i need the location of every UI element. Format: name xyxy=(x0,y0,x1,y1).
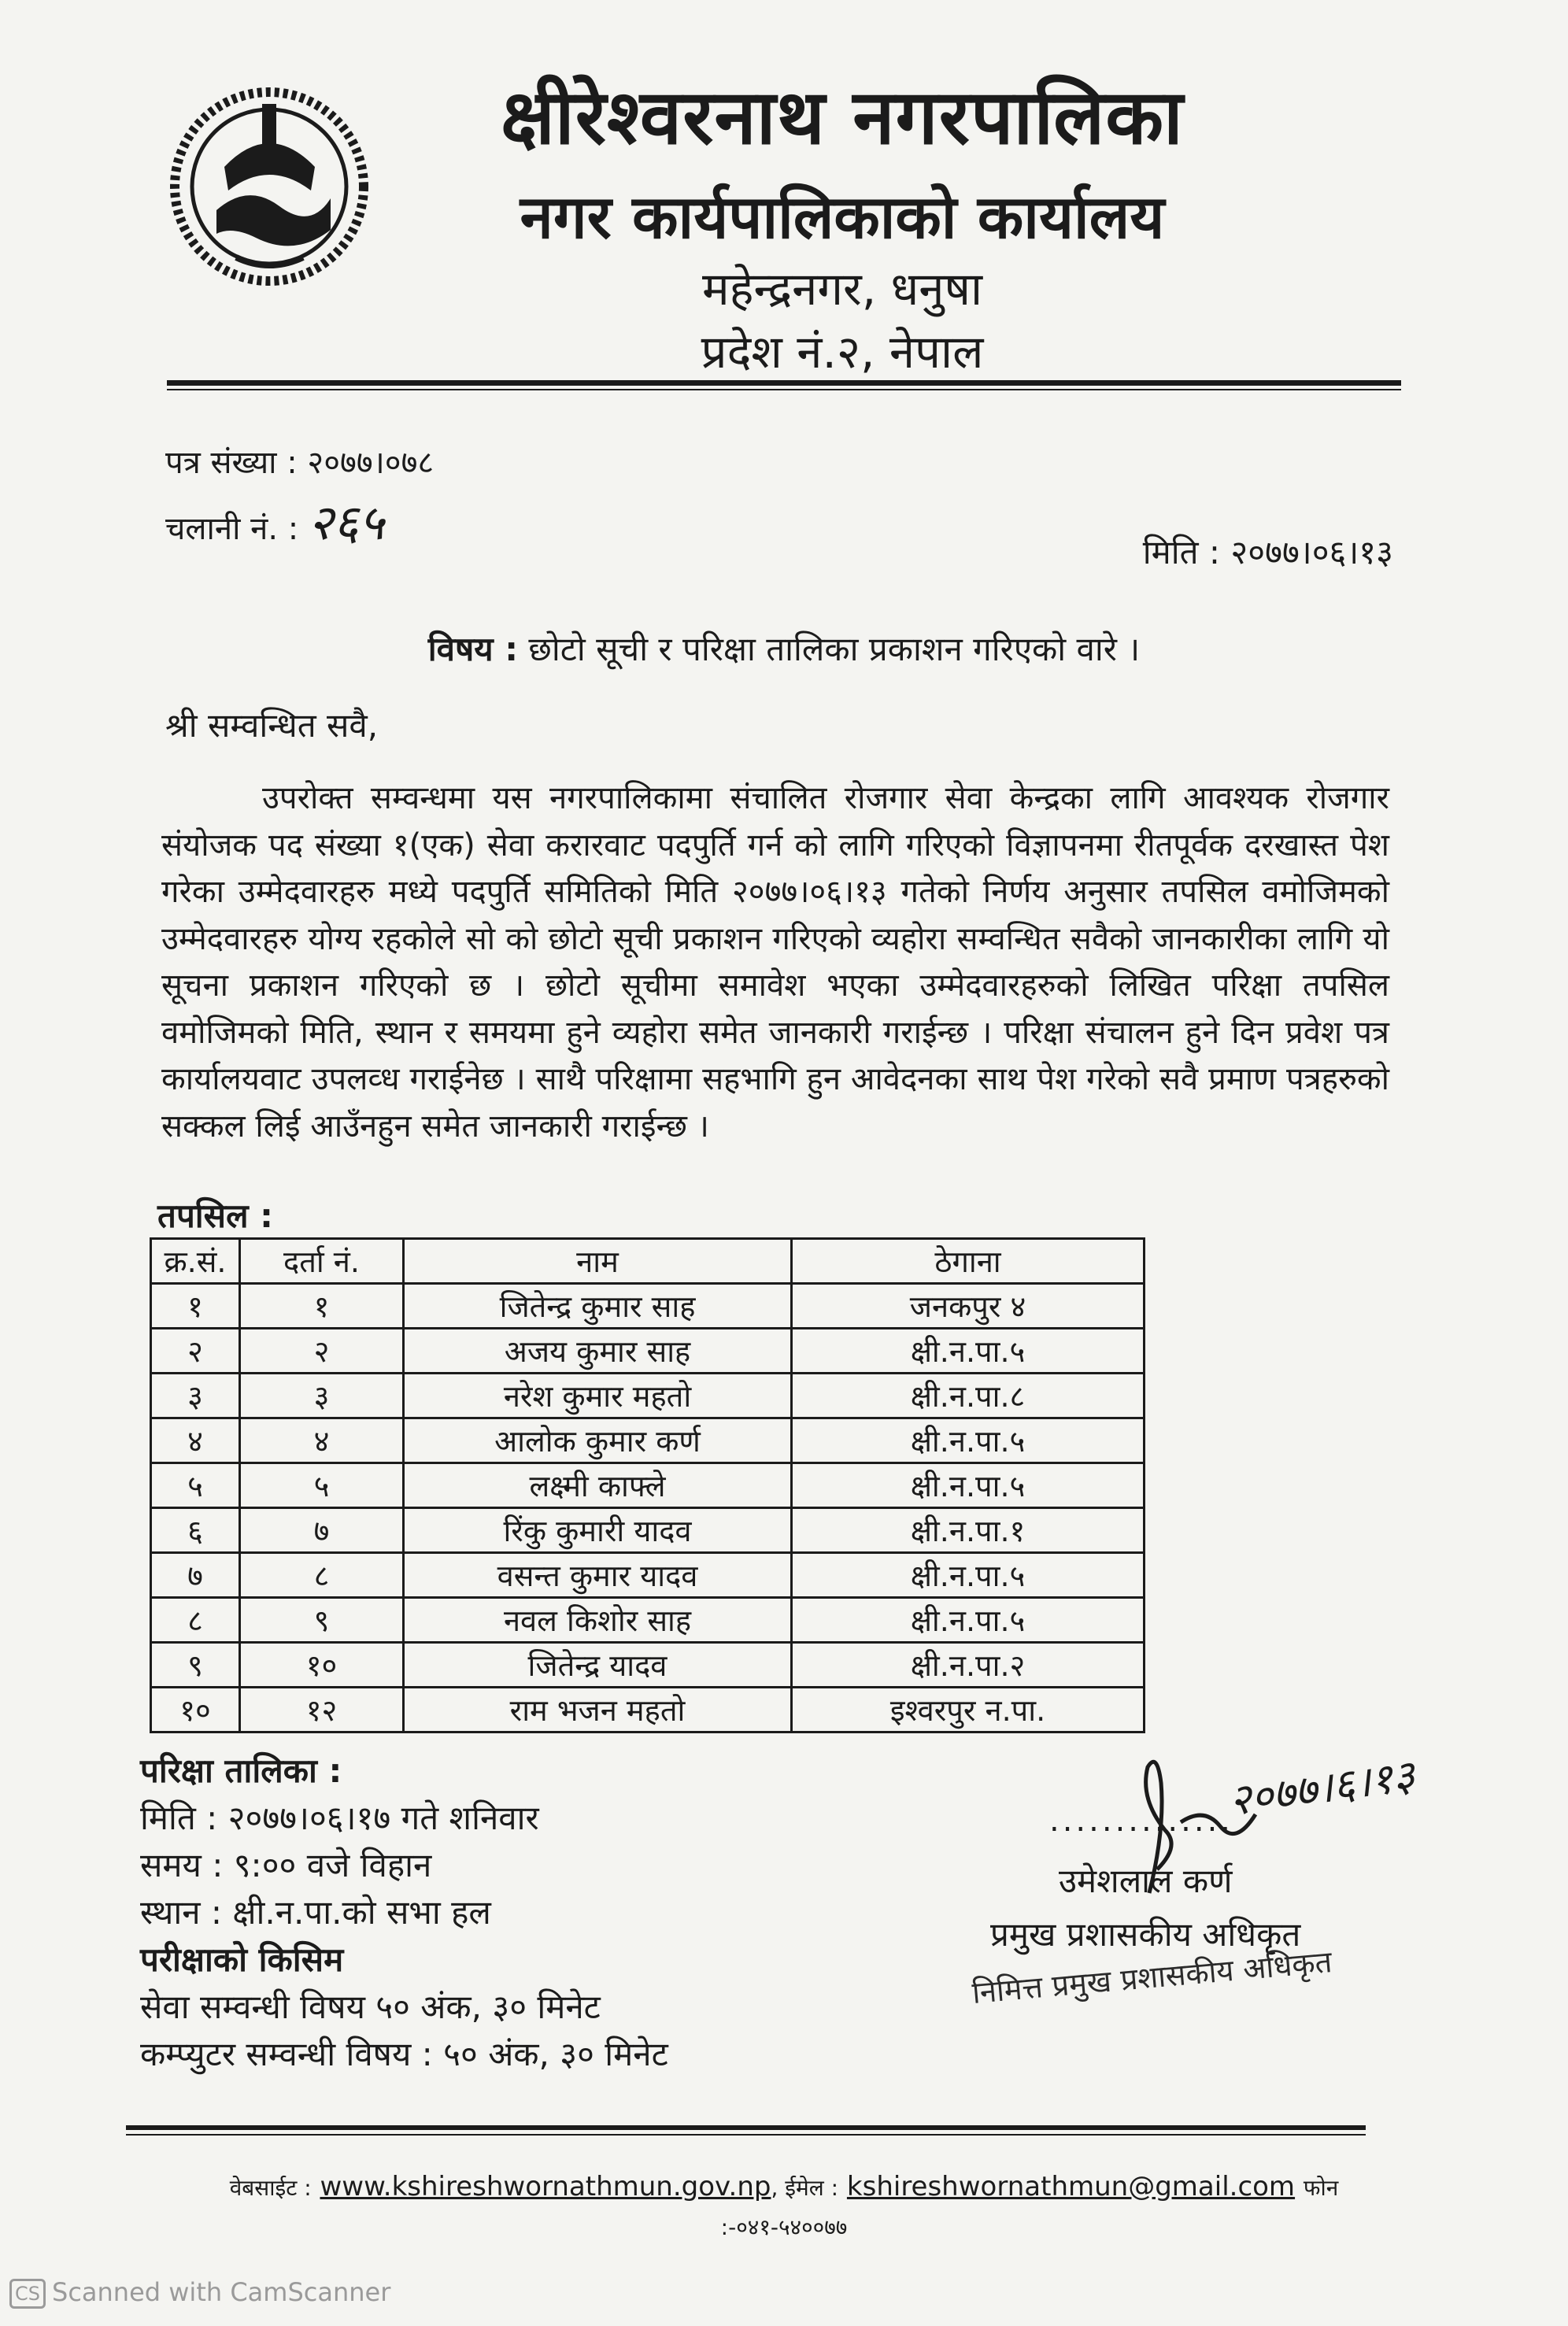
cell-address: क्षी.न.पा.२ xyxy=(792,1643,1145,1688)
signature-dots: .............. xyxy=(1049,1803,1234,1839)
column-header-address: ठेगाना xyxy=(792,1239,1145,1284)
office-place: महेन्द्रनगर, धनुषा xyxy=(701,262,983,316)
cell-address: क्षी.न.पा.५ xyxy=(792,1329,1145,1374)
cell-address: क्षी.न.पा.५ xyxy=(792,1418,1145,1463)
cell-address: क्षी.न.पा.५ xyxy=(792,1463,1145,1508)
exam-date: मिति : २०७७।०६।१७ गते शनिवार xyxy=(140,1799,539,1837)
cell-registration: ४ xyxy=(240,1418,404,1463)
cell-address: क्षी.न.पा.८ xyxy=(792,1374,1145,1418)
table-row xyxy=(151,1553,1145,1598)
header-divider xyxy=(167,380,1401,386)
subject-line xyxy=(0,626,1568,671)
cell-address: जनकपुर ४ xyxy=(792,1284,1145,1329)
cell-address: इश्वरपुर न.पा. xyxy=(792,1688,1145,1732)
cell-serial: २ xyxy=(151,1329,240,1374)
cell-registration: ८ xyxy=(240,1553,404,1598)
table-header-row xyxy=(151,1239,1145,1284)
exam-schedule-heading: परिक्षा तालिका : xyxy=(140,1751,342,1790)
exam-type-computer: कम्प्युटर सम्वन्धी विषय : ५० अंक, ३० मिनेट xyxy=(140,2035,668,2073)
table-row xyxy=(151,1284,1145,1329)
table-row xyxy=(151,1508,1145,1553)
cell-name: नरेश कुमार महतो xyxy=(404,1374,792,1418)
table-row xyxy=(151,1463,1145,1508)
exam-time: समय : ९:०० वजे विहान xyxy=(140,1846,432,1884)
cell-registration: ९ xyxy=(240,1598,404,1643)
website-link[interactable]: www.kshireshwornathmun.gov.np xyxy=(320,2171,771,2202)
office-name: नगर कार्यपालिकाको कार्यालय xyxy=(520,182,1165,252)
cell-serial: ६ xyxy=(151,1508,240,1553)
signatory-name: उमेशलाल कर्ण xyxy=(1059,1862,1233,1900)
footer-contact xyxy=(0,2171,1568,2202)
table-row xyxy=(151,1418,1145,1463)
footer-divider xyxy=(126,2125,1366,2130)
signatory-title: प्रमुख प्रशासकीय अधिकृत xyxy=(990,1915,1301,1954)
cell-name: जितेन्द्र कुमार साह xyxy=(404,1284,792,1329)
exam-type-service: सेवा सम्वन्धी विषय ५० अंक, ३० मिनेट xyxy=(140,1988,601,2026)
cell-serial: ५ xyxy=(151,1463,240,1508)
cell-registration: १२ xyxy=(240,1688,404,1732)
cell-serial: ८ xyxy=(151,1598,240,1643)
table-title: तपसिल : xyxy=(157,1196,273,1235)
organization-name: क्षीरेश्वरनाथ नगरपालिका xyxy=(501,73,1184,161)
exam-type-heading: परीक्षाको किसिम xyxy=(140,1940,344,1979)
exam-venue: स्थान : क्षी.न.पा.को सभा हल xyxy=(140,1893,491,1932)
cell-name: रिंकु कुमारी यादव xyxy=(404,1508,792,1553)
phone-label: फोन xyxy=(1303,2175,1339,2201)
column-header-registration: दर्ता नं. xyxy=(240,1239,404,1284)
cell-serial: ९ xyxy=(151,1643,240,1688)
letter-body: उपरोक्त सम्वन्धमा यस नगरपालिकामा संचालित रोजगार सेवा केन्द्रका लागि आवश्यक रोजगार संयोजक पद संख्या १(एक) सेवा करारवाट पदपुर्ति गर्न को लागि गरिएको विज्ञापनमा रीतपूर्वक दरखास्त पेश गरेका उम्मेदवारहरु मध्ये पदपुर्ति समितिको मिति २०७७।०६।१३ गतेको निर्णय अनुसार तपसिल वमोजिमको उम्मेदवारहरु योग्य रहकोले सो को छोटो सूची प्रकाशन गरिएको व्यहोरा सम्वन्धित सवैको जानकारीका लागि यो सूचना प्रकाशन गरिएको छ । छोटो सूचीमा समावेश भएका उम्मेदवारहरुको लिखित परिक्षा तपसिल वमोजिमको मिति, स्थान र समयमा हुने व्यहोरा समेत जानकारी गराईन्छ । परिक्षा संचालन हुने दिन प्रवेश पत्र कार्यालयवाट उपलव्ध गराईनेछ । साथै परिक्षामा सहभागि हुन आवेदनका साथ पेश गरेको सवै प्रमाण पत्रहरुको सक्कल लिई आउँनहुन समेत जानकारी गराईन्छ । xyxy=(161,780,1389,1145)
email-label: , ईमेल : xyxy=(771,2175,839,2201)
dispatch-label: चलानी नं. : xyxy=(165,511,299,547)
cell-serial: १ xyxy=(151,1284,240,1329)
cell-registration: ५ xyxy=(240,1463,404,1508)
cell-registration: १ xyxy=(240,1284,404,1329)
column-header-serial: क्र.सं. xyxy=(151,1239,240,1284)
cell-name: जितेन्द्र यादव xyxy=(404,1643,792,1688)
cell-registration: ३ xyxy=(240,1374,404,1418)
cell-serial: ३ xyxy=(151,1374,240,1418)
cell-name: राम भजन महतो xyxy=(404,1688,792,1732)
table-row xyxy=(151,1598,1145,1643)
scanner-watermark xyxy=(9,2277,390,2309)
cell-name: नवल किशोर साह xyxy=(404,1598,792,1643)
official-stamp: निमित्त प्रमुख प्रशासकीय अधिकृत xyxy=(971,1944,1333,2010)
website-label: वेबसाईट : xyxy=(229,2175,312,2201)
cell-name: लक्ष्मी काफ्ले xyxy=(404,1463,792,1508)
cell-name: आलोक कुमार कर्ण xyxy=(404,1418,792,1463)
footer-divider-thin xyxy=(126,2134,1366,2136)
header-divider-thin xyxy=(167,389,1401,390)
subject-label: विषय : xyxy=(427,630,519,668)
cell-serial: ४ xyxy=(151,1418,240,1463)
cell-serial: ७ xyxy=(151,1553,240,1598)
letter-date: मिति : २०७७।०६।१३ xyxy=(1142,533,1393,571)
scanner-label: Scanned with CamScanner xyxy=(52,2277,391,2307)
cell-registration: २ xyxy=(240,1329,404,1374)
camscanner-icon: CS xyxy=(9,2279,46,2309)
table-row xyxy=(151,1374,1145,1418)
table-row xyxy=(151,1643,1145,1688)
cell-address: क्षी.न.पा.५ xyxy=(792,1553,1145,1598)
salutation: श्री सम्वन्धित सवै, xyxy=(165,706,379,745)
cell-serial: १० xyxy=(151,1688,240,1732)
office-province: प्रदेश नं.२, नेपाल xyxy=(701,325,984,379)
dispatch-number-row xyxy=(165,488,384,554)
cell-registration: ७ xyxy=(240,1508,404,1553)
candidate-table xyxy=(150,1237,1145,1733)
cell-address: क्षी.न.पा.५ xyxy=(792,1598,1145,1643)
phone-number: :-०४१-५४००७७ xyxy=(720,2214,848,2240)
cell-registration: १० xyxy=(240,1643,404,1688)
table-row xyxy=(151,1329,1145,1374)
table-row xyxy=(151,1688,1145,1732)
cell-address: क्षी.न.पा.१ xyxy=(792,1508,1145,1553)
cell-name: अजय कुमार साह xyxy=(404,1329,792,1374)
email-link[interactable]: kshireshwornathmun@gmail.com xyxy=(846,2171,1296,2202)
reference-number: पत्र संख्या : २०७७।०७८ xyxy=(165,445,435,481)
dispatch-number: २६५ xyxy=(308,494,384,551)
signature-date: २०७७।६।१३ xyxy=(1226,1750,1418,1826)
cell-name: वसन्त कुमार यादव xyxy=(404,1553,792,1598)
subject-text: छोटो सूची र परिक्षा तालिका प्रकाशन गरिएको वारे । xyxy=(528,630,1141,668)
column-header-name: नाम xyxy=(404,1239,792,1284)
